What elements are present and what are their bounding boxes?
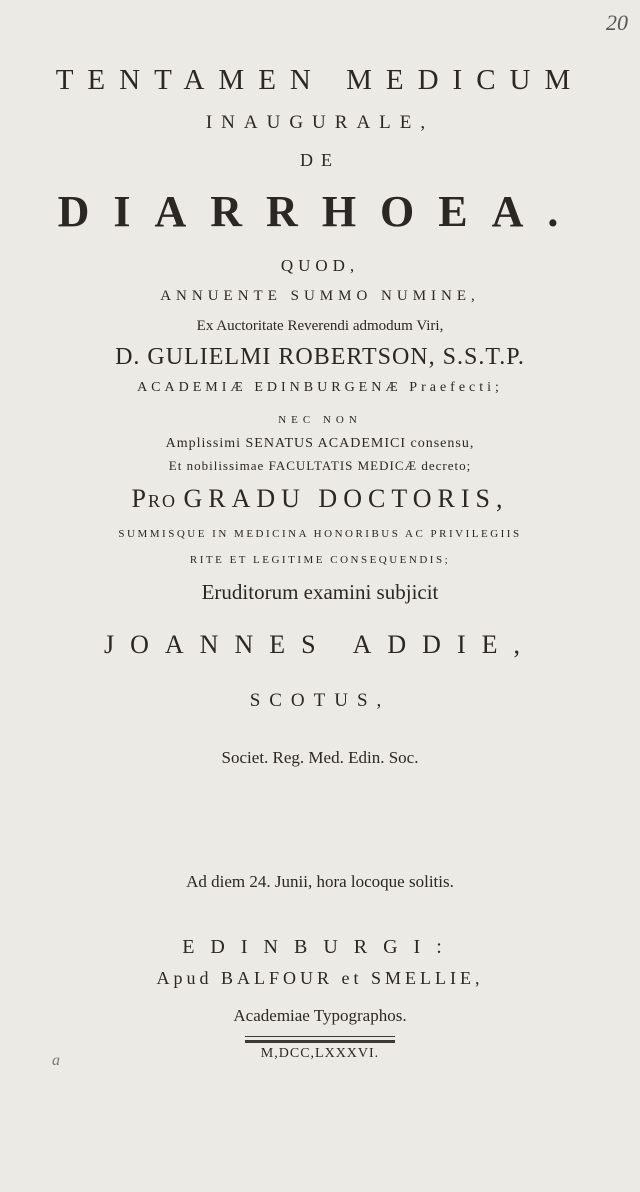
quod-line: QUOD, — [280, 256, 360, 275]
title-line-de: DE — [300, 150, 340, 170]
date-line: Ad diem 24. Junii, hora locoque solitis. — [186, 872, 454, 891]
title-line-inaugurale: INAUGURALE, — [205, 112, 435, 133]
nec-non-line: NEC NON — [278, 414, 362, 426]
page-number-mark: 20 — [606, 10, 628, 35]
scotus-line: SCOTUS, — [249, 690, 391, 711]
rule-thick — [245, 1040, 395, 1043]
imprint-printers-line: Apud BALFOUR et SMELLIE, — [156, 968, 484, 988]
senatus-line: Amplissimi SENATUS ACADEMICI consensu, — [165, 436, 475, 451]
pro-gradu-doctoris-line — [0, 484, 640, 514]
pro-word: Pro — [131, 484, 177, 513]
societ-line: Societ. Reg. Med. Edin. Soc. — [221, 748, 419, 767]
imprint-city-line: EDINBURGI: — [182, 936, 458, 958]
eruditorum-line: Eruditorum examini subjicit — [201, 580, 439, 604]
signature-mark: a — [52, 1052, 60, 1069]
annuente-line: ANNUENTE SUMMO NUMINE, — [160, 288, 480, 304]
title-line-diarrhoea: DIARRHOEA. — [57, 187, 583, 236]
rite-line: RITE ET LEGITIME CONSEQUENDIS; — [189, 554, 451, 566]
auctoritate-line: Ex Auctoritate Reverendi admodum Viri, — [196, 318, 444, 334]
facultas-line: Et nobilissimae FACULTATIS MEDICÆ decreto; — [168, 458, 472, 473]
imprint-year-line: M,DCC,LXXXVI. — [260, 1046, 380, 1061]
academia-line: ACADEMIÆ EDINBURGENÆ Praefecti; — [137, 380, 503, 395]
rector-line: D. GULIELMI ROBERTSON, S.S.T.P. — [115, 344, 525, 370]
author-name-line: JOANNES ADDIE, — [104, 630, 536, 659]
gradu-doctoris-words: GRADU DOCTORIS, — [183, 484, 509, 513]
summisque-line: SUMMISQUE IN MEDICINA HONORIBUS AC PRIVILEGIIS — [118, 528, 522, 540]
title-line-tentamen-medicum: TENTAMEN MEDICUM — [55, 64, 585, 96]
imprint-typographos-line: Academiae Typographos. — [233, 1006, 407, 1025]
rule-thin — [245, 1036, 395, 1037]
